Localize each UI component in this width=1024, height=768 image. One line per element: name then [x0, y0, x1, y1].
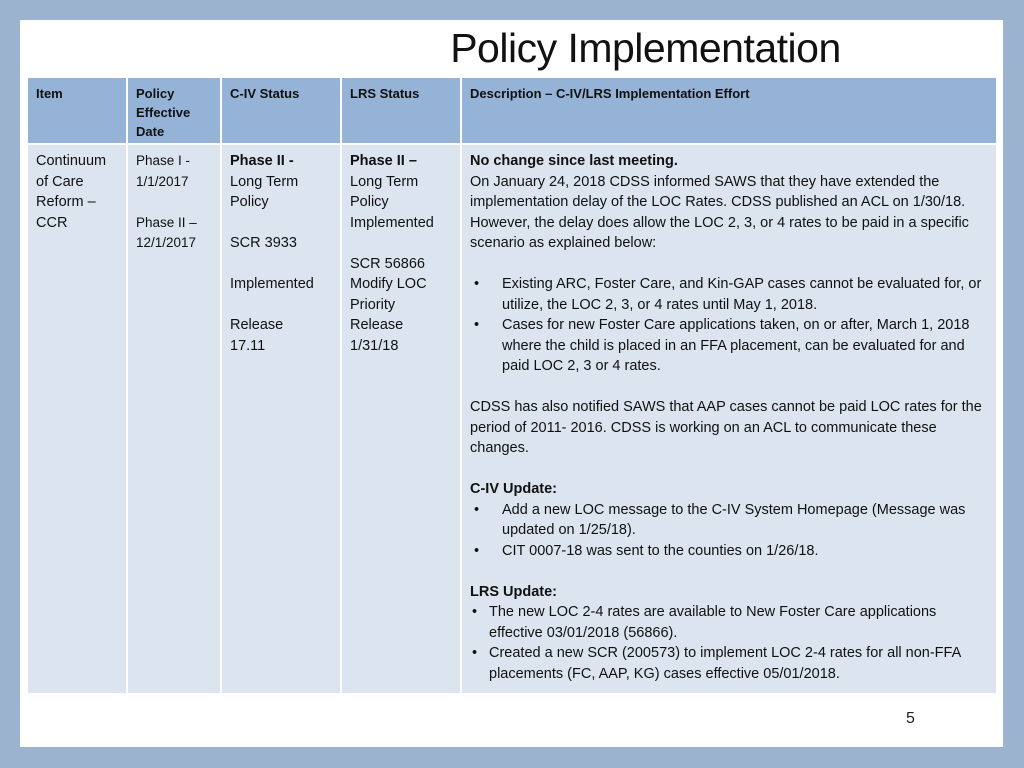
bullet-icon: • [474, 542, 480, 559]
description-intro: On January 24, 2018 CDSS informed SAWS that they have extended the implementation delay of the LOC Rates. CDSS published an ACL on 1/30/18. However, the delay does allow the LOC 2, 3, or 4 rates to be paid in a specific scenario as explained below: [470, 173, 969, 251]
header-lrs-status: LRS Status [342, 78, 460, 143]
lrs-line: Long Term [350, 173, 419, 190]
lrs-scr-line: Priority [350, 296, 396, 313]
lrs-update-heading: LRS Update: [470, 583, 557, 600]
slide [20, 20, 1003, 747]
list-item: • Add a new LOC message to the C-IV System Homepage (Message was updated on 1/25/18). [474, 501, 966, 538]
list-item: • CIT 0007-18 was sent to the counties on 1/26/18. [470, 541, 988, 562]
header-policy-effective-date: Policy Effective Date [128, 78, 220, 143]
civ-update-bullets [470, 500, 988, 562]
cell-policy-effective-date [128, 145, 220, 693]
civ-line: Long Term [230, 173, 299, 190]
item-line: CCR [36, 214, 68, 231]
civ-scr: SCR 3933 [230, 235, 297, 251]
list-item: • The new LOC 2-4 rates are available to New Foster Care applications effective 03/01/2018 (56866). [472, 604, 937, 641]
cell-item [28, 145, 126, 693]
description-heading: No change since last meeting. [470, 153, 678, 169]
description-bullets [470, 274, 988, 377]
civ-update-heading: C-IV Update: [470, 481, 557, 497]
bullet-icon: • [474, 501, 480, 518]
bullet-icon: • [472, 604, 478, 620]
civ-implemented: Implemented [230, 276, 314, 292]
cell-description [462, 145, 996, 693]
policy-table [26, 76, 998, 695]
cell-lrs-status [342, 145, 460, 693]
table-header-row [28, 78, 996, 143]
civ-release-label: Release [230, 317, 284, 333]
list-item: • Created a new SCR (200573) to implement LOC 2-4 rates for all non-FFA placements (FC, AAP, KG) cases effective 05/01/2018. [472, 645, 961, 682]
bullet-icon: • [474, 276, 480, 292]
header-civ-status: C-IV Status [222, 78, 340, 143]
header-description: Description – C-IV/LRS Implementation Effort [462, 78, 996, 143]
table-row [28, 145, 996, 693]
phase1-label: Phase I - [136, 153, 191, 168]
bullet-icon: • [472, 645, 478, 661]
item-line: of Care [36, 173, 84, 190]
civ-phase-heading: Phase II - [230, 153, 294, 169]
page-title: Policy Implementation [450, 25, 841, 71]
list-item: • Cases for new Foster Care applications taken, on or after, March 1, 2018 where the child is placed in an FFA placement, can be evaluated for and paid LOC 2, 3 or 4 rates. [474, 317, 970, 374]
aap-note: CDSS has also notified SAWS that AAP cases cannot be paid LOC rates for the period of 2011- 2016. CDSS is working on an ACL to communicate these changes. [470, 399, 982, 456]
lrs-scr-line: SCR 56866 [350, 255, 425, 272]
civ-release-number: 17.11 [230, 337, 266, 354]
lrs-update-bullets [470, 602, 988, 684]
header-item: Item [28, 78, 126, 143]
lrs-scr-line: 1/31/18 [350, 337, 399, 354]
lrs-phase-heading: Phase II – [350, 153, 417, 169]
phase2-date: 12/1/2017 [136, 235, 197, 250]
lrs-line: Implemented [350, 214, 434, 231]
phase2-label: Phase II – [136, 214, 197, 230]
civ-line: Policy [230, 194, 269, 210]
lrs-scr-line: Modify LOC [350, 276, 427, 292]
item-line: Reform – [36, 194, 96, 210]
lrs-line: Policy [350, 194, 389, 210]
bullet-icon: • [474, 317, 480, 333]
lrs-scr-line: Release [350, 317, 404, 333]
item-line: Continuum [36, 153, 107, 169]
list-item: • Existing ARC, Foster Care, and Kin-GAP cases cannot be evaluated for, or utilize, the LOC 2, 3, or 4 rates until May 1, 2018. [474, 276, 982, 313]
cell-civ-status [222, 145, 340, 693]
page-number: 5 [906, 710, 915, 727]
phase1-date: 1/1/2017 [136, 173, 189, 189]
